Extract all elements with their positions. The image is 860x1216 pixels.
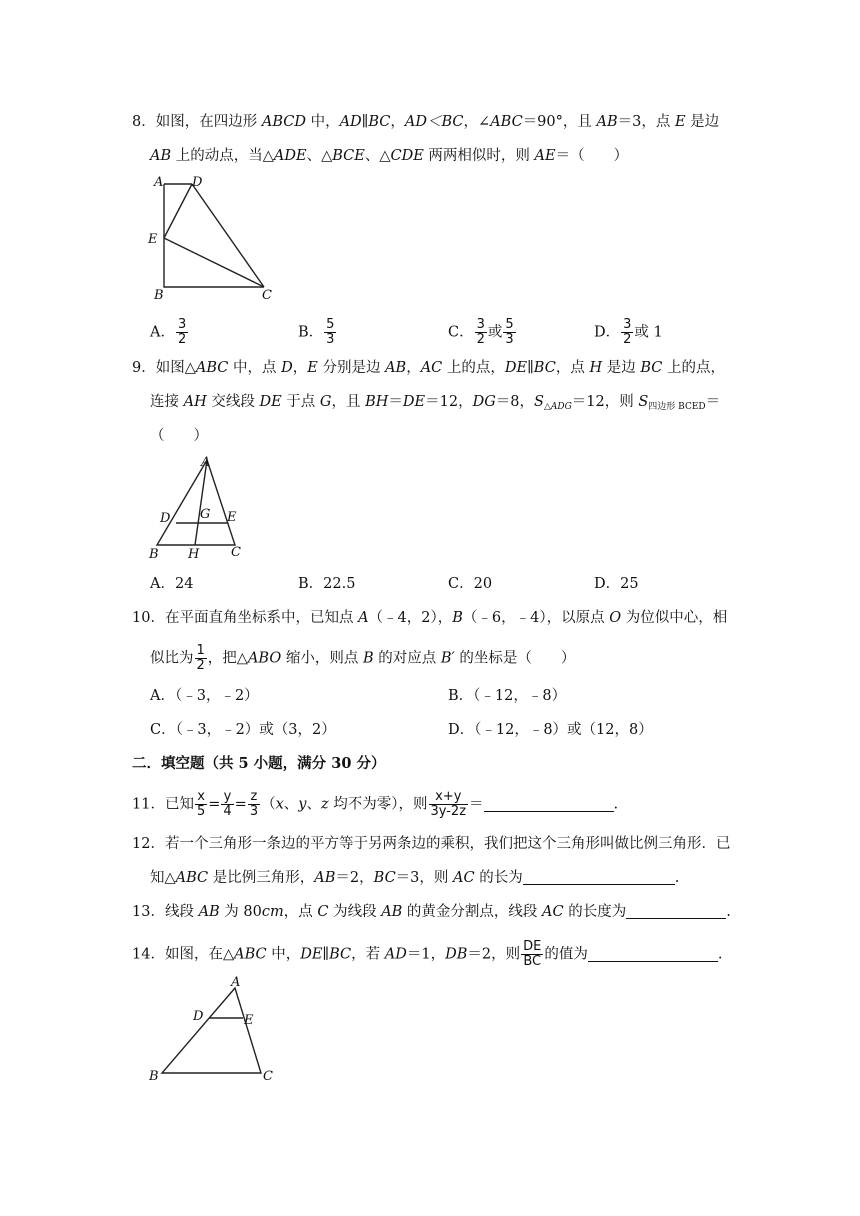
q14-figure (145, 972, 285, 1087)
q12-line2: 知△ABC 是比例三角形，AB＝2，BC＝3，则 AC 的长为 . (150, 870, 680, 886)
q8-label-c: C (262, 288, 272, 303)
q8-edge-ec (164, 238, 264, 287)
q8-label-a: A (154, 175, 164, 190)
q9-label-g: G (200, 507, 211, 522)
q11-number: 11． (132, 796, 165, 813)
q14-label-c: C (263, 1069, 273, 1084)
q14-label-a: A (231, 975, 241, 990)
q9-line2: 连接 AH 交线段 DE 于点 G，且 BH＝DE＝12，DG＝8，$S_{\triangle ADG}=12$，则 $S_{四边形 BCED}=$ (150, 394, 721, 412)
q8-label-d: D (192, 175, 203, 190)
q14-triangle-abc (162, 988, 261, 1073)
q8-option-b[interactable]: B． $\frac{5}{3}$ (298, 317, 335, 347)
q10-line2: 似比为 $\frac{1}{2}$ ，把△ABO 缩小，则点 B 的对应点 B′ 的坐标是（ ） (150, 643, 576, 673)
q8-line2: AB 上的动点，当△ADE、△BCE、△CDE 两两相似时，则 AE＝（ ） (150, 148, 629, 164)
q9-option-a[interactable]: A．24 (150, 576, 194, 592)
q14-answer-blank[interactable] (588, 947, 718, 962)
q13-line: 13．线段 AB 为 80cm，点 C 为线段 AB 的黄金分割点，线段 AC 的长度为 . (132, 904, 731, 920)
q8-edge-dc (192, 184, 264, 287)
q14-label-d: D (193, 1009, 204, 1024)
q8-line1: 8．如图，在四边形 ABCD 中，AD∥BC，AD＜BC，∠ABC＝90°，且 AB＝3，点 E 是边 (132, 114, 720, 130)
q14-label-e: E (244, 1013, 254, 1028)
q9-line1: 9．如图△ABC 中，点 D，E 分别是边 AB，AC 上的点，DE∥BC，点 H 是边 BC 上的点， (132, 360, 725, 376)
q8-edge-ed (164, 184, 192, 238)
q10-number: 10． (132, 610, 165, 626)
q8-option-c[interactable]: C． $\frac{3}{2}$ 或 $\frac{5}{3}$ (448, 317, 514, 347)
q8-label-e: E (148, 232, 158, 247)
q9-label-a: A (201, 455, 211, 470)
q13-number: 13． (132, 904, 165, 920)
q14-label-b: B (149, 1069, 159, 1084)
q14-line: 14．如图，在△ABC 中，DE∥BC，若 AD＝1，DB＝2，则 $\frac{DE}{BC}$ 的值为 . (132, 939, 723, 969)
q9-label-d: D (160, 511, 171, 526)
q9-label-e: E (227, 510, 237, 525)
q8-edge-ab-bc (164, 184, 264, 287)
q12-number: 12． (132, 836, 165, 852)
q9-number: 9． (132, 360, 156, 376)
q11-line: 11．已知 $\frac{x}{5}$ = $\frac{y}{4}$ = $\frac{z}{3}$ （x、y、z 均不为零），则 $\frac{x+y}{3y-2z}$ ＝ . (132, 789, 619, 819)
q12-line1: 12．若一个三角形一条边的平方等于另两条边的乘积，我们把这个三角形叫做比例三角形．已 (132, 836, 731, 852)
section-heading-fill-blank: 二．填空题（共 5 小题，满分 30 分） (132, 755, 386, 772)
q9-triangle-abc (157, 460, 235, 545)
q8-figure (140, 170, 290, 305)
q9-label-h: H (188, 547, 200, 562)
q8-label-b: B (154, 288, 164, 303)
q11-answer-blank[interactable] (484, 797, 614, 812)
q9-label-c: C (231, 545, 241, 560)
q8-option-a[interactable]: A． $\frac{3}{2}$ (150, 317, 187, 347)
q8-option-d[interactable]: D． $\frac{3}{2}$ 或 1 (594, 317, 663, 347)
q12-answer-blank[interactable] (523, 870, 675, 885)
q9-option-d[interactable]: D．25 (594, 576, 639, 592)
q9-option-c[interactable]: C．20 (448, 576, 493, 592)
q9-option-b[interactable]: B．22.5 (298, 576, 356, 592)
q13-answer-blank[interactable] (626, 904, 726, 919)
q10-line1: 10．在平面直角坐标系中，已知点 A（﹣4，2），B（﹣6，﹣4），以原点 O 为位似中心，相 (132, 610, 728, 626)
q9-segment-ah (195, 460, 207, 545)
q9-label-b: B (149, 547, 159, 562)
q9-figure (145, 452, 255, 562)
q10-option-b[interactable]: B．（﹣12，﹣8） (448, 688, 567, 704)
q10-option-d[interactable]: D．（﹣12，﹣8）或（12，8） (448, 722, 653, 738)
q10-option-c[interactable]: C．（﹣3，﹣2）或（3，2） (150, 722, 336, 738)
q8-number: 8． (132, 114, 156, 130)
q10-option-a[interactable]: A．（﹣3，﹣2） (150, 688, 259, 704)
q14-number: 14． (132, 946, 165, 963)
q9-line3: （ ） (150, 428, 208, 444)
